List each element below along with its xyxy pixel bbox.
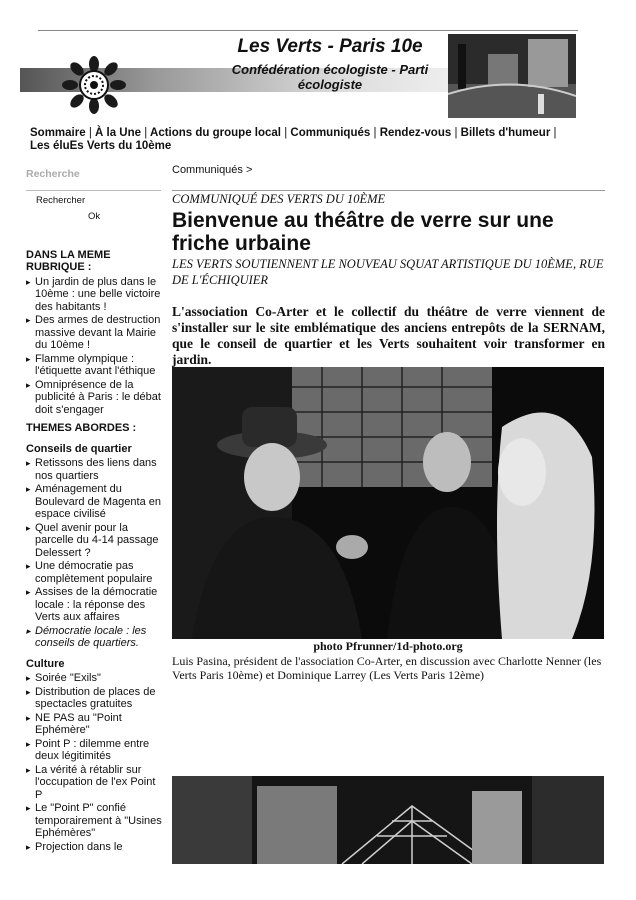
site-subtitle: Confédération écologiste - Parti écologiste xyxy=(231,62,429,92)
list-item[interactable]: ▸ Démocratie locale : les conseils de quartiers. xyxy=(26,625,164,650)
article xyxy=(172,164,605,368)
nav-rendez-vous[interactable]: Rendez-vous xyxy=(379,127,452,139)
theme-group-title[interactable]: Culture xyxy=(26,657,65,670)
themes-title: THEMES ABORDES : xyxy=(26,422,137,434)
breadcrumb[interactable]: Communiqués > xyxy=(172,164,253,176)
article-title: Bienvenue au théâtre de verre sur une friche urbaine xyxy=(172,209,554,255)
theme-group-title[interactable]: Conseils de quartier xyxy=(26,442,132,455)
search-ok-button[interactable]: Ok xyxy=(88,210,101,222)
article-photo xyxy=(172,367,604,639)
search-heading: Recherche xyxy=(26,168,161,191)
article-lead: L'association Co-Arter et le collectif du théâtre de verre viennent de s'installer sur le site emblématique des anciens entrepôts de la SERNAM, que le conseil de quartier et les Verts souhaitent voir transformer en jardin. xyxy=(172,304,605,367)
list-item[interactable]: ▸ La vérité à rétablir sur l'occupation de l'ex Point P xyxy=(26,764,164,802)
theme-list xyxy=(26,457,164,650)
list-item[interactable]: ▸ Projection dans le xyxy=(26,841,164,854)
nav-sommaire[interactable]: Sommaire xyxy=(30,127,86,139)
list-item[interactable]: ▸ Point P : dilemme entre deux légitimités xyxy=(26,738,164,763)
sunflower-logo-icon[interactable] xyxy=(60,56,128,114)
logo-wordmark: Les Verts xyxy=(128,99,187,114)
list-item[interactable]: ▸ Une démocratie pas complètement populaire xyxy=(26,560,164,585)
nav-elus[interactable]: Les éluEs Verts du 10ème xyxy=(30,140,172,152)
nav-separator: | xyxy=(553,127,557,139)
article-kicker: COMMUNIQUÉ DES VERTS DU 10ÈME xyxy=(172,190,605,207)
list-item[interactable]: ▸ NE PAS au "Point Ephémère" xyxy=(26,712,164,737)
nav-billets[interactable]: Billets d'humeur xyxy=(460,127,551,139)
header-photo xyxy=(448,34,576,118)
list-item[interactable]: ▸ Aménagement du Boulevard de Magenta en espace civilisé xyxy=(26,483,164,521)
search-label: Rechercher xyxy=(36,195,86,206)
nav-separator: | xyxy=(88,127,92,139)
list-item[interactable]: ▸ Des armes de destruction massive devant la Mairie du 10ème ! xyxy=(26,314,164,352)
article-subtitle: LES VERTS SOUTIENNENT LE NOUVEAU SQUAT ARTISTIQUE DU 10ÈME, RUE DE L'ÉCHIQUIER xyxy=(172,257,604,287)
nav-actions[interactable]: Actions du groupe local xyxy=(150,127,281,139)
main-nav xyxy=(30,127,575,153)
site-title: Les Verts - Paris 10e xyxy=(237,36,423,57)
nav-separator: | xyxy=(373,127,377,139)
theme-list xyxy=(26,672,164,853)
nav-separator: | xyxy=(454,127,458,139)
sidebar xyxy=(26,168,164,854)
list-item[interactable]: ▸ Flamme olympique : l'étiquette avant l'éthique xyxy=(26,353,164,378)
list-item[interactable]: ▸ Le "Point P" confié temporairement à "Usines Ephémères" xyxy=(26,802,164,840)
article-photo-2 xyxy=(172,776,604,864)
list-item[interactable]: ▸ Assises de la démocratie locale : la réponse des Verts aux affaires xyxy=(26,586,164,624)
list-item[interactable]: ▸ Soirée "Exils" xyxy=(26,672,164,685)
list-item[interactable]: ▸ Omniprésence de la publicité à Paris : le débat doit s'engager xyxy=(26,379,164,417)
list-item[interactable]: ▸ Quel avenir pour la parcelle du 4-14 passage Delessert ? xyxy=(26,522,164,560)
photo-caption: Luis Pasina, président de l'association Co-Arter, en discussion avec Charlotte Nenner (les Verts Paris 10ème) et Dominique Larrey (Les Verts Paris 12ème) xyxy=(172,654,602,682)
rubrique-list xyxy=(26,276,164,417)
rubrique-title: DANS LA MEME RUBRIQUE : xyxy=(26,248,111,273)
photo-credit[interactable]: photo Pfrunner/1d-photo.org xyxy=(313,639,463,653)
list-item[interactable]: ▸ Distribution de places de spectacles gratuites xyxy=(26,686,164,711)
list-item[interactable]: ▸ Un jardin de plus dans le 10ème : une belle victoire des habitants ! xyxy=(26,276,164,314)
nav-separator: | xyxy=(144,127,148,139)
nav-separator: | xyxy=(284,127,288,139)
list-item[interactable]: ▸ Retissons des liens dans nos quartiers xyxy=(26,457,164,482)
nav-a-la-une[interactable]: À la Une xyxy=(95,127,142,139)
nav-communiques[interactable]: Communiqués xyxy=(290,127,371,139)
